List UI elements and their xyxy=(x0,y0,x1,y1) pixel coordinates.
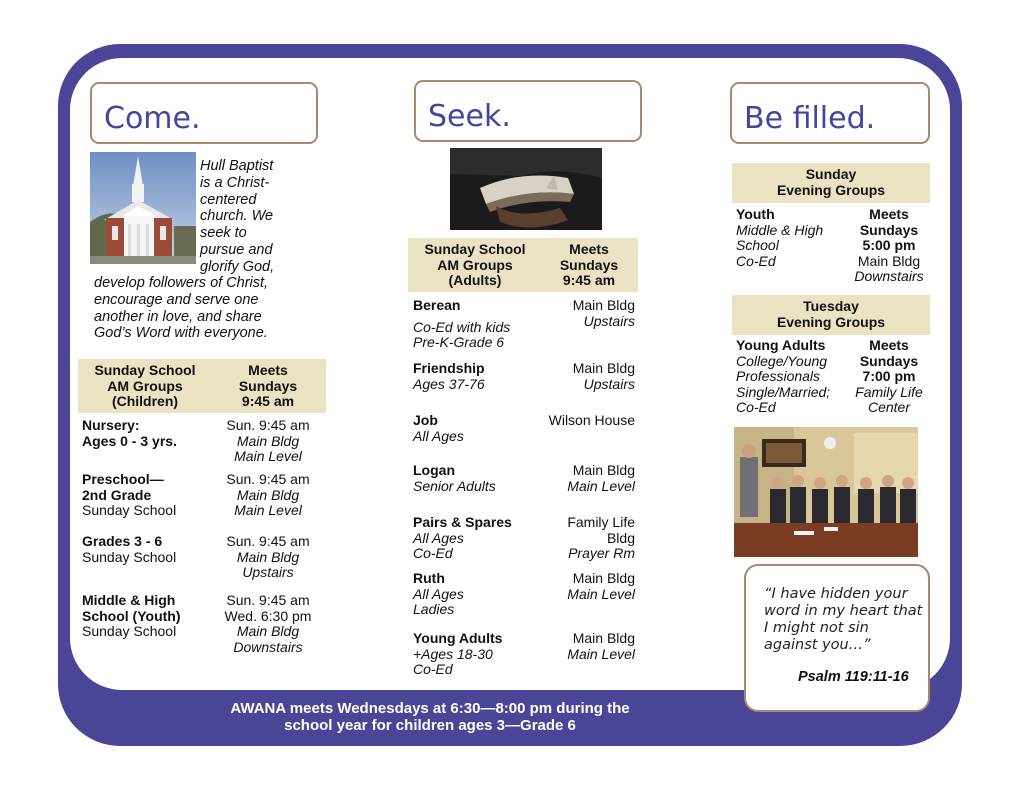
adults-header-right xyxy=(542,242,636,289)
adult-row-loc xyxy=(520,463,635,494)
adult-row-loc xyxy=(520,571,635,602)
sunday-evening-header-text xyxy=(732,167,930,198)
heading-seek xyxy=(414,80,642,142)
header-line: Evening Groups xyxy=(776,313,886,330)
children-row-name xyxy=(82,472,212,519)
children-row-name xyxy=(82,593,212,640)
quote-line: word in my heart that xyxy=(764,603,923,619)
sunday-youth-meets xyxy=(848,207,930,285)
intro-line: another in love, and share xyxy=(94,308,262,325)
meet-place: Main Level xyxy=(234,502,302,518)
meet-time: Sun. 9:45 am xyxy=(226,592,310,608)
location: Prayer Rm xyxy=(568,545,635,561)
header-line: Tuesday xyxy=(803,298,859,314)
group-sub: Co-Ed xyxy=(413,661,453,677)
group-name: Job xyxy=(413,412,438,428)
meet-line: Meets xyxy=(869,206,909,222)
adult-row-loc xyxy=(520,413,635,429)
meet-place: Main Level xyxy=(234,448,302,464)
adult-row-loc xyxy=(520,361,635,392)
group-name: Youth xyxy=(736,206,775,222)
adult-row-loc xyxy=(520,515,635,562)
meet-line: 7:00 pm xyxy=(862,368,916,384)
location: Center xyxy=(867,399,911,415)
header-line: Sunday xyxy=(805,166,857,182)
children-row-time xyxy=(214,472,322,519)
meet-place: Main Bldg xyxy=(236,623,300,639)
meet-place: Main Bldg xyxy=(236,548,300,565)
meet-place: Main Bldg xyxy=(236,486,300,503)
group-name: Ages 0 - 3 yrs. xyxy=(82,432,177,449)
group-photo xyxy=(734,427,918,557)
intro-line: is a Christ- xyxy=(200,174,270,191)
meet-time: Sun. 9:45 am xyxy=(226,417,310,433)
location: Main Bldg xyxy=(857,252,921,269)
group-name: Logan xyxy=(413,462,455,478)
group-sub: Sunday School xyxy=(82,502,177,518)
group-sub: Single/Married; xyxy=(736,383,831,400)
location: Family Life xyxy=(567,514,635,530)
group-name: 2nd Grade xyxy=(82,486,152,503)
intro-line: encourage and serve one xyxy=(94,291,259,308)
header-line: 9:45 am xyxy=(562,272,616,288)
quote-line: “I have hidden your xyxy=(764,586,908,602)
heading-be-filled xyxy=(730,82,930,144)
group-name: School (Youth) xyxy=(82,607,181,624)
location: Main Bldg xyxy=(572,570,635,586)
group-sub: Co-Ed xyxy=(736,252,776,269)
header-line: (Adults) xyxy=(448,272,502,288)
intro-text-full xyxy=(94,275,268,342)
location: Main Bldg xyxy=(572,360,635,376)
intro-line: seek to xyxy=(200,225,247,242)
group-name: Young Adults xyxy=(413,630,503,646)
location: Upstairs xyxy=(583,312,635,329)
location: Main Level xyxy=(567,477,635,494)
intro-line: Hull Baptist xyxy=(200,158,274,174)
meet-place: Upstairs xyxy=(242,564,294,580)
location: Bldg xyxy=(606,529,635,546)
location: Main Bldg xyxy=(572,462,635,478)
intro-line: God’s Word with everyone. xyxy=(94,325,268,342)
scripture-quote xyxy=(744,564,930,712)
meet-line: Sundays xyxy=(859,352,919,369)
children-row-time xyxy=(214,593,322,655)
group-sub: Sunday School xyxy=(82,623,177,639)
heading-filled-text: Be filled. xyxy=(744,101,876,136)
children-row-name xyxy=(82,418,212,449)
tuesday-young-adults-name xyxy=(736,338,848,416)
intro-line: glorify God, xyxy=(200,258,275,275)
location: Wilson House xyxy=(548,412,635,428)
meet-time: Sun. 9:45 am xyxy=(226,471,310,487)
group-sub: Middle & High xyxy=(736,221,824,238)
group-name: Friendship xyxy=(413,360,485,376)
footer-line: school year for children ages 3—Grade 6 xyxy=(284,717,576,734)
quote-line: against you…” xyxy=(764,637,871,653)
footer-line: AWANA meets Wednesdays at 6:30—8:00 pm during the xyxy=(230,700,630,717)
quote-reference: Psalm 119:11-16 xyxy=(798,669,909,685)
location: Main Level xyxy=(567,645,635,662)
quote-line: I might not sin xyxy=(764,620,869,636)
header-line: 9:45 am xyxy=(241,393,295,409)
intro-line: develop followers of Christ, xyxy=(94,275,269,291)
meet-line: Sundays xyxy=(859,221,919,238)
adults-table-header xyxy=(408,238,638,292)
group-sub: All Ages xyxy=(413,427,464,444)
intro-line: church. We xyxy=(200,208,274,225)
adult-row-loc xyxy=(520,298,635,329)
header-line: Sundays xyxy=(238,377,298,394)
quote-text xyxy=(764,586,924,654)
sunday-youth-name xyxy=(736,207,846,269)
group-sub: Professionals xyxy=(736,368,821,384)
header-line: (Children) xyxy=(111,393,179,409)
group-sub: Senior Adults xyxy=(413,477,496,494)
group-sub: All Ages xyxy=(413,529,464,546)
meet-line: Meets xyxy=(869,337,909,353)
meet-line: 5:00 pm xyxy=(862,237,916,253)
group-name: Nursery: xyxy=(82,417,140,433)
children-row-time xyxy=(214,534,322,581)
awana-footer xyxy=(140,700,720,734)
group-name: Ruth xyxy=(413,570,445,586)
group-name: Middle & High xyxy=(82,592,176,608)
location: Main Bldg xyxy=(572,297,635,313)
group-sub: Sunday School xyxy=(82,548,177,565)
children-row-name xyxy=(82,534,212,565)
intro-line: centered xyxy=(200,191,257,208)
adult-row-loc xyxy=(520,631,635,662)
location: Upstairs xyxy=(583,375,635,392)
group-sub: Ladies xyxy=(413,601,455,617)
header-line: AM Groups xyxy=(107,377,183,394)
group-sub: Co-Ed xyxy=(736,399,776,415)
meet-time: Wed. 6:30 pm xyxy=(224,607,312,624)
children-header-right xyxy=(212,363,324,410)
tuesday-young-adults-meets xyxy=(848,338,930,416)
group-sub: Pre-K-Grade 6 xyxy=(413,334,505,350)
group-sub: College/Young xyxy=(736,352,828,369)
heading-come-text: Come. xyxy=(104,101,201,136)
group-name: Berean xyxy=(413,297,461,313)
location: Main Bldg xyxy=(572,630,635,646)
bible-photo xyxy=(450,148,602,230)
group-sub: Ages 37-76 xyxy=(413,375,485,392)
header-line: AM Groups xyxy=(437,256,513,273)
sunday-evening-header xyxy=(732,163,930,203)
tuesday-evening-header xyxy=(732,295,930,335)
adults-header-left xyxy=(412,242,538,289)
meet-time: Sun. 9:45 am xyxy=(226,533,310,549)
header-line: Evening Groups xyxy=(776,181,886,198)
children-header-left xyxy=(84,363,206,410)
group-sub: +Ages 18-30 xyxy=(413,645,493,662)
heading-come xyxy=(90,82,318,144)
heading-seek-text: Seek. xyxy=(428,99,511,134)
group-sub: School xyxy=(736,237,779,253)
meet-place: Main Bldg xyxy=(236,432,300,449)
tuesday-evening-header-text xyxy=(732,299,930,330)
header-line: Sunday School xyxy=(94,362,196,378)
group-name: Preschool— xyxy=(82,471,164,487)
meet-place: Downstairs xyxy=(233,638,303,655)
group-sub: Co-Ed xyxy=(413,545,453,561)
children-table-header xyxy=(78,359,326,413)
location: Main Level xyxy=(567,585,635,602)
header-line: Sunday School xyxy=(424,241,526,257)
header-line: Sundays xyxy=(559,256,619,273)
location: Family Life xyxy=(855,383,923,400)
children-row-time xyxy=(214,418,322,465)
group-sub: All Ages xyxy=(413,585,464,602)
group-name: Young Adults xyxy=(736,337,826,353)
location: Downstairs xyxy=(854,268,924,284)
intro-line: pursue and xyxy=(200,241,273,258)
church-photo xyxy=(90,152,196,264)
header-line: Meets xyxy=(248,362,288,378)
header-line: Meets xyxy=(569,241,609,257)
group-sub: Co-Ed with kids xyxy=(413,318,511,335)
group-name: Grades 3 - 6 xyxy=(82,533,163,549)
group-name: Pairs & Spares xyxy=(413,514,512,530)
intro-text-right xyxy=(200,158,274,276)
